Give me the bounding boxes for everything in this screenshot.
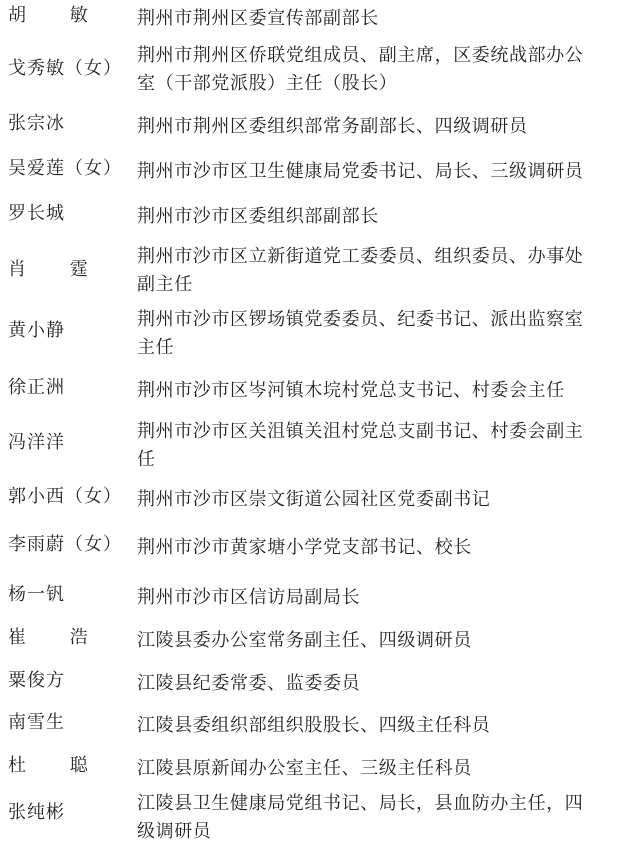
position-title [137,670,632,698]
position-title [137,5,632,33]
position-title [137,377,632,405]
title-line: 江陵县原新闻办公室主任、三级主任科员 [137,758,472,779]
title-line: 荆州市沙市区委组织部副部长 [137,206,379,227]
title-line: 荆州市沙市区信访局副局长 [137,587,361,608]
position-title [137,712,632,740]
position-title [137,158,632,186]
title-line: 荆州市荆州区委组织部常务副部长、四级调研员 [137,116,528,137]
position-title [137,243,632,299]
person-name: 黄小静 [8,320,65,341]
person-name: 粟俊方 [8,670,65,691]
title-line: 江陵县卫生健康局党组书记、局长，县血防办主任，四 [137,793,584,814]
person-name: 徐正洲 [8,377,65,398]
person-name: 罗长城 [8,203,65,224]
title-line: 荆州市沙市区锣场镇党委委员、纪委书记、派出监察室 [137,309,584,330]
title-line: 荆州市沙市区崇文街道公园社区党委副书记 [137,489,491,510]
position-title [137,113,632,141]
person-name: 肖 霆 [8,259,107,280]
title-line: 室（干部党派股）主任（股长） [137,73,398,94]
title-line: 副主任 [137,274,193,295]
title-line: 荆州市沙市黄家塘小学党支部书记、校长 [137,537,472,558]
position-title [137,755,632,783]
person-name: 戈秀敏（女） [8,58,122,79]
person-name: 冯洋洋 [8,432,65,453]
title-line: 荆州市沙市区关沮镇关沮村党总支副书记、村委会副主 [137,421,584,442]
title-line: 荆州市沙市区卫生健康局党委书记、局长、三级调研员 [137,161,584,182]
title-line: 荆州市沙市区立新街道党工委委员、组织委员、办事处 [137,246,584,267]
position-title [137,306,632,362]
person-name: 郭小西（女） [8,486,122,507]
title-line: 江陵县委办公室常务副主任、四级调研员 [137,630,472,651]
position-title [137,203,632,231]
person-name: 张宗冰 [8,113,65,134]
person-name: 杜 聪 [8,755,107,776]
position-title [137,486,632,514]
title-line: 江陵县纪委常委、监委委员 [137,673,361,694]
title-line: 江陵县委组织部组织股股长、四级主任科员 [137,715,491,736]
position-title [137,42,632,98]
person-name: 胡 敏 [8,5,107,26]
person-name: 崔 浩 [8,627,107,648]
person-name: 杨一钒 [8,584,65,605]
position-title [137,584,632,612]
position-title [137,790,632,846]
title-line: 荆州市荆州区委宣传部副部长 [137,8,379,29]
position-title [137,627,632,655]
person-name: 吴爱莲（女） [8,158,122,179]
title-line: 主任 [137,337,175,358]
title-line: 荆州市荆州区侨联党组成员、副主席，区委统战部办公 [137,45,584,66]
person-name: 张纯彬 [8,802,65,823]
position-title [137,534,632,562]
person-name: 李雨蔚（女） [8,534,122,555]
person-name: 南雪生 [8,712,65,733]
title-line: 荆州市沙市区岑河镇木垸村党总支书记、村委会主任 [137,380,565,401]
position-title [137,418,632,474]
title-line: 级调研员 [137,821,212,842]
title-line: 任 [137,449,156,470]
